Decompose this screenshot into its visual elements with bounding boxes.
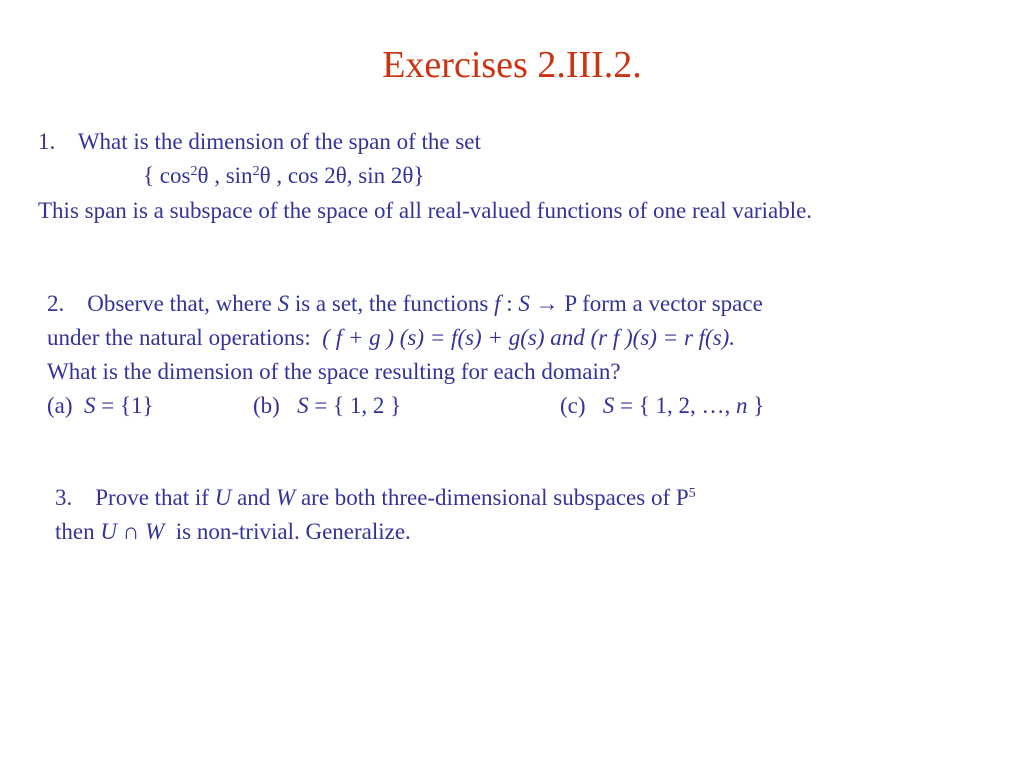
- intersection-symbol: ∩: [122, 519, 140, 544]
- symbol-f: f: [494, 291, 501, 316]
- exercise-2-text-a: Observe that, where: [87, 291, 272, 316]
- exercise-2-part-c: [560, 392, 764, 420]
- exponent-5: 5: [688, 486, 696, 501]
- set-part-1: θ , sin: [197, 163, 253, 188]
- symbol-U: U: [100, 519, 117, 544]
- exercise-1-question-line: [38, 128, 481, 156]
- exercise-3-text-b: are both three-dimensional subspaces of P: [300, 485, 689, 510]
- exercise-3-line-1: [55, 484, 696, 512]
- exercise-2-operations: ( f + g ) (s) = f(s) + g(s) and (r f )(s) = r f(s).: [322, 325, 736, 350]
- exercise-3-number: 3.: [55, 485, 73, 510]
- set-part-2: θ , cos 2θ, sin 2θ}: [259, 163, 425, 188]
- part-a-label: (a): [47, 393, 73, 418]
- symbol-W: W: [145, 519, 165, 544]
- part-a-value: = {1}: [101, 393, 154, 418]
- exercise-1-note: This span is a subspace of the space of all real-valued functions of one real variable.: [38, 198, 813, 223]
- part-c-value: = { 1, 2, …,: [620, 393, 731, 418]
- exercise-3-text-a: Prove that if: [95, 485, 209, 510]
- symbol-S: S: [602, 393, 615, 418]
- exercise-2-text-c: → P form a vector space: [535, 291, 763, 316]
- symbol-S: S: [84, 393, 96, 418]
- part-c-label: (c): [560, 393, 586, 418]
- part-c-close: }: [753, 393, 765, 418]
- exercise-2-line-3: What is the dimension of the space resulting for each domain?: [47, 359, 621, 384]
- exercise-3-text-c: is non-trivial. Generalize.: [175, 519, 411, 544]
- symbol-S: S: [277, 291, 290, 316]
- symbol-n: n: [736, 393, 748, 418]
- exercise-1-number: 1.: [38, 129, 56, 154]
- word-and: and: [237, 485, 271, 510]
- exponent-2: 2: [252, 164, 260, 179]
- colon: :: [506, 291, 513, 316]
- set-open: { cos: [143, 163, 191, 188]
- exercise-2-part-b: [253, 392, 401, 420]
- exercise-2-part-a: [47, 392, 154, 420]
- exercise-2-text-b: is a set, the functions: [294, 291, 489, 316]
- part-b-label: (b): [253, 393, 280, 418]
- exercise-2-line-1: [47, 290, 763, 318]
- exercise-2-number: 2.: [47, 291, 65, 316]
- exercise-1-set: [143, 162, 424, 190]
- exercise-3-line-2: [55, 518, 411, 546]
- exercise-2-operations-label: under the natural operations:: [47, 325, 311, 350]
- exercise-1-question: What is the dimension of the span of the set: [77, 129, 481, 154]
- symbol-S: S: [297, 393, 309, 418]
- symbol-U: U: [214, 485, 232, 510]
- symbol-W: W: [276, 485, 296, 510]
- part-b-value: = { 1, 2 }: [314, 393, 402, 418]
- exponent-2: 2: [190, 164, 198, 179]
- exercise-2-line-2: [47, 324, 735, 352]
- slide-title: Exercises 2.III.2.: [382, 44, 642, 86]
- word-then: then: [55, 519, 95, 544]
- symbol-S: S: [518, 291, 530, 316]
